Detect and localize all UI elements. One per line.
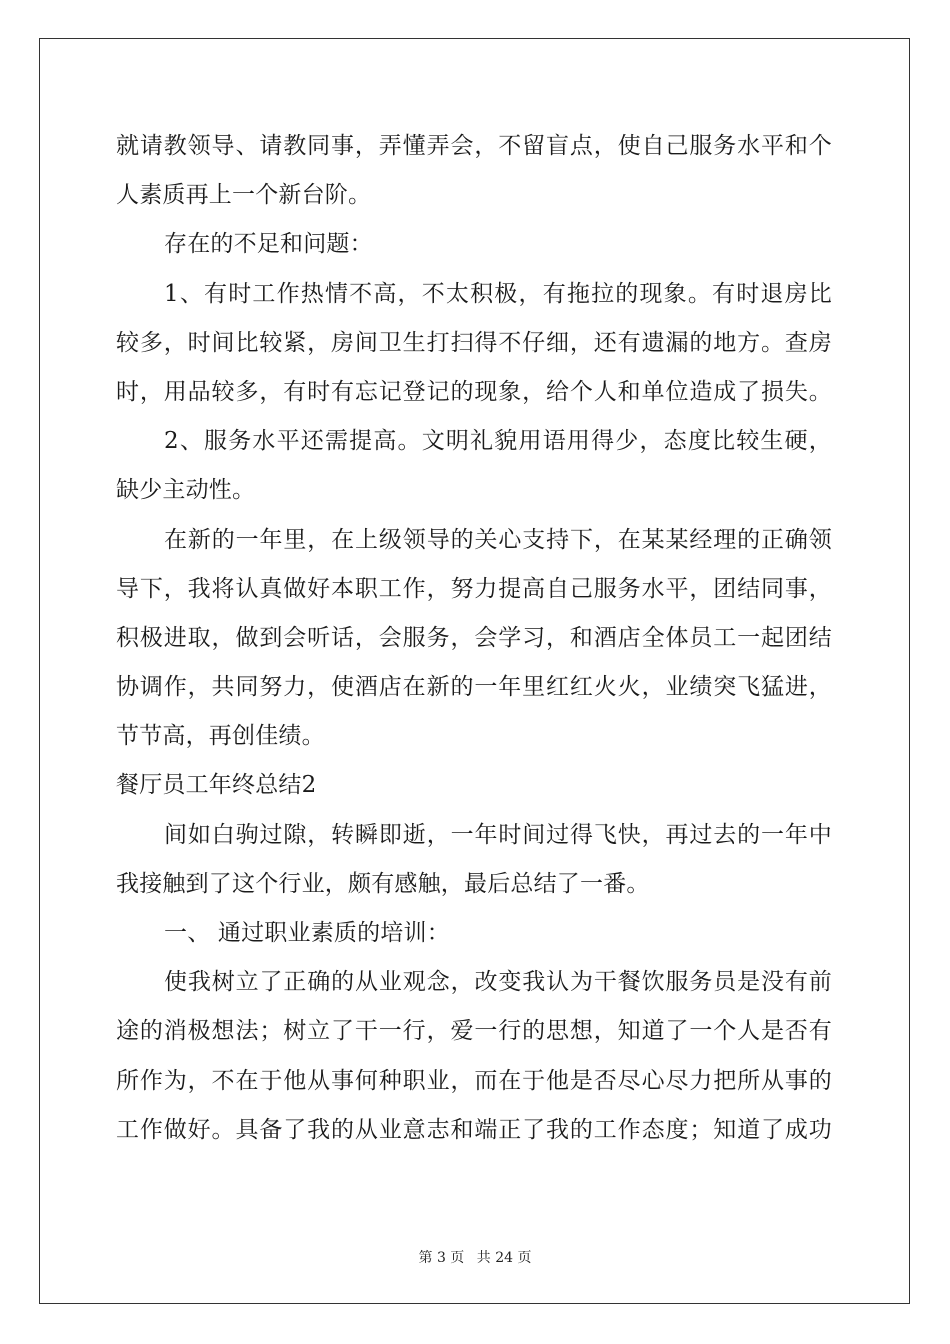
text-line: 人素质再上一个新台阶。: [116, 182, 372, 209]
text-line: 途的消极想法；树立了干一行，爱一行的思想，知道了一个人是否有: [116, 1018, 832, 1045]
text-line: 1、有时工作热情不高，不太积极，有拖拉的现象。有时退房比: [164, 280, 832, 307]
text-line: 协调作，共同努力，使酒店在新的一年里红红火火，业绩突飞猛进，: [116, 674, 832, 701]
text-line: 工作做好。具备了我的从业意志和端正了我的工作态度；知道了成功: [116, 1116, 832, 1143]
text-line: 餐厅员工年终总结2: [116, 772, 317, 799]
text-line: 积极进取，做到会听话，会服务，会学习，和酒店全体员工一起团结: [116, 624, 832, 651]
text-line: 存在的不足和问题：: [164, 231, 373, 258]
text-line: 时，用品较多，有时有忘记登记的现象，给个人和单位造成了损失。: [116, 378, 832, 405]
text-line: 较多，时间比较紧，房间卫生打扫得不仔细，还有遗漏的地方。查房: [116, 329, 832, 356]
text-line: 在新的一年里，在上级领导的关心支持下，在某某经理的正确领: [164, 526, 832, 553]
text-line: 间如白驹过隙，转瞬即逝，一年时间过得飞快，再过去的一年中: [164, 821, 832, 848]
total-pages-label: 共 24 页: [476, 1250, 532, 1266]
text-line: 2、服务水平还需提高。文明礼貌用语用得少，态度比较生硬，: [164, 428, 832, 455]
text-line: 一、 通过职业素质的培训：: [164, 920, 450, 946]
text-line: 导下，我将认真做好本职工作，努力提高自己服务水平，团结同事，: [116, 575, 832, 602]
text-line: 节节高，再创佳绩。: [116, 723, 325, 750]
text-line: 缺少主动性。: [116, 477, 256, 504]
text-line: 我接触到了这个行业，颇有感触，最后总结了一番。: [116, 870, 650, 897]
current-page-label: 第 3 页: [418, 1250, 465, 1266]
text-line: 就请教领导、请教同事，弄懂弄会，不留盲点，使自己服务水平和个: [116, 133, 832, 159]
page-footer: [0, 1247, 950, 1267]
text-line: 所作为，不在于他从事何种职业，而在于他是否尽心尽力把所从事的: [116, 1067, 832, 1094]
text-line: 使我树立了正确的从业观念，改变我认为干餐饮服务员是没有前: [164, 969, 832, 996]
document-body: [116, 122, 832, 1155]
